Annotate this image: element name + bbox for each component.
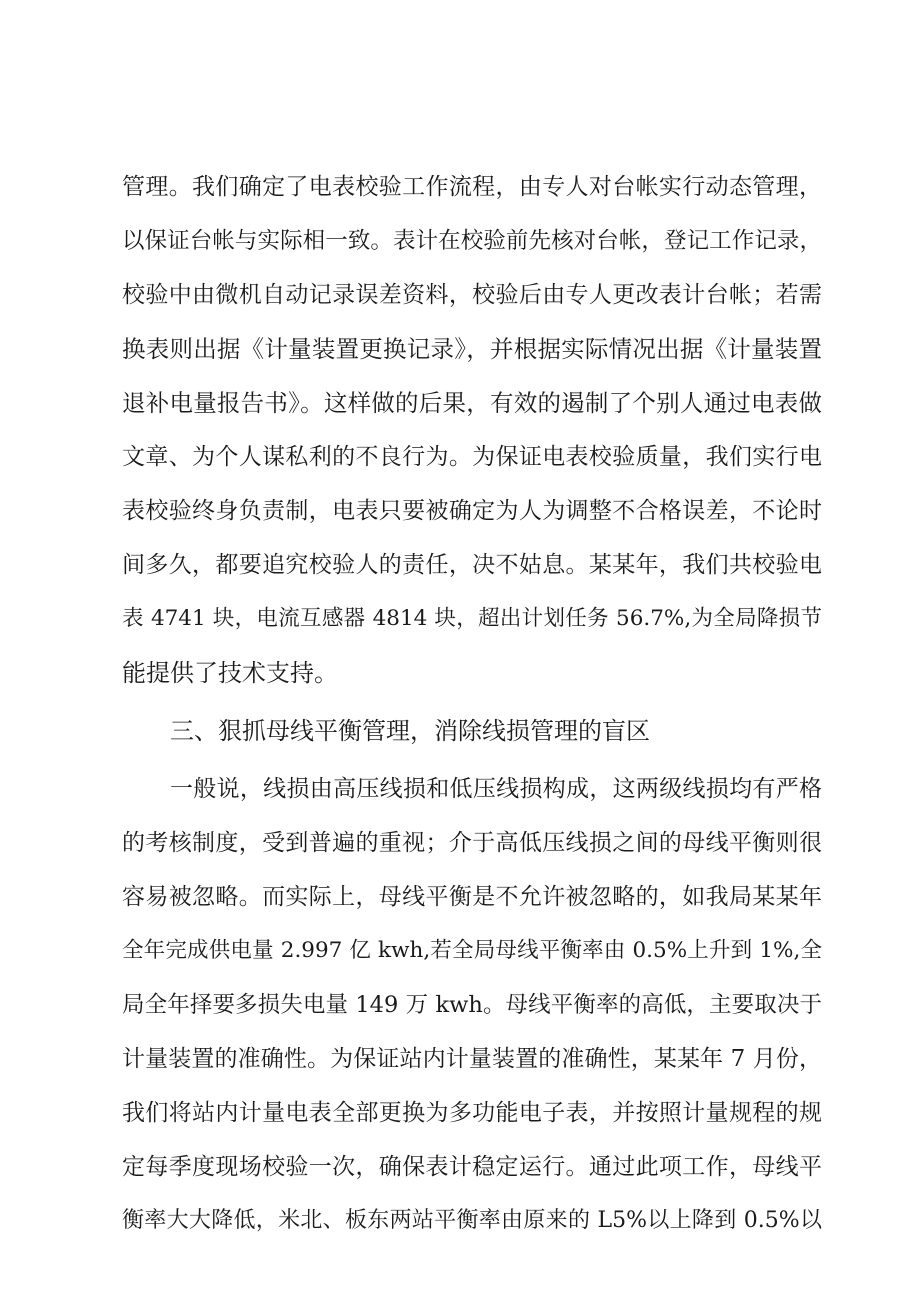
text-line: 能提供了技术支持。 [122, 659, 338, 687]
text-line: 衡率大大降低，米北、板东两站平衡率由原来的 L5%以上降到 0.5%以 [122, 1208, 822, 1233]
text-line: 计量装置的准确性。为保证站内计量装置的准确性，某某年 7 月份， [122, 1046, 822, 1072]
text-line: 间多久，都要追究校验人的责任，决不姑息。某某年，我们共校验电 [122, 552, 822, 578]
text-line: 退补电量报告书》。这样做的后果，有效的遏制了个别人通过电表做 [122, 389, 822, 417]
text-line: 表 4741 块，电流互感器 4814 块，超出计划任务 56.7%,为全局降损节 [122, 606, 822, 631]
text-line: 我们将站内计量电表全部更换为多功能电子表，并按照计量规程的规 [122, 1100, 822, 1126]
text-line: 文章、为个人谋私利的不良行为。为保证电表校验质量，我们实行电 [122, 444, 822, 470]
text-line: 定每季度现场校验一次，确保表计稳定运行。通过此项工作，母线平 [122, 1154, 822, 1180]
text-line: 管理。我们确定了电表校验工作流程，由专人对台帐实行动态管理， [122, 174, 822, 200]
text-line: 换表则出据《计量装置更换记录》，并根据实际情况出据《计量装置 [122, 335, 822, 363]
text-line: 以保证台帐与实际相一致。表计在校验前先核对台帐，登记工作记录， [122, 228, 822, 254]
text-line: 校验中由微机自动记录误差资料，校验后由专人更改表计台帐；若需 [122, 282, 822, 308]
text-line: 容易被忽略。而实际上，母线平衡是不允许被忽略的，如我局某某年 [122, 884, 822, 910]
text-line: 表校验终身负责制，电表只要被确定为人为调整不合格误差，不论时 [122, 498, 822, 524]
text-line: 的考核制度，受到普遍的重视；介于高低压线损之间的母线平衡则很 [122, 830, 822, 856]
section-heading: 三、狠抓母线平衡管理，消除线损管理的盲区 [170, 717, 650, 745]
text-line: 一般说，线损由高压线损和低压线损构成，这两级线损均有严格 [170, 776, 822, 802]
text-line: 局全年择要多损失电量 149 万 kwh。母线平衡率的高低，主要取决于 [122, 992, 822, 1018]
text-line: 全年完成供电量 2.997 亿 kwh,若全局母线平衡率由 0.5%上升到 1%,全 [122, 938, 822, 963]
